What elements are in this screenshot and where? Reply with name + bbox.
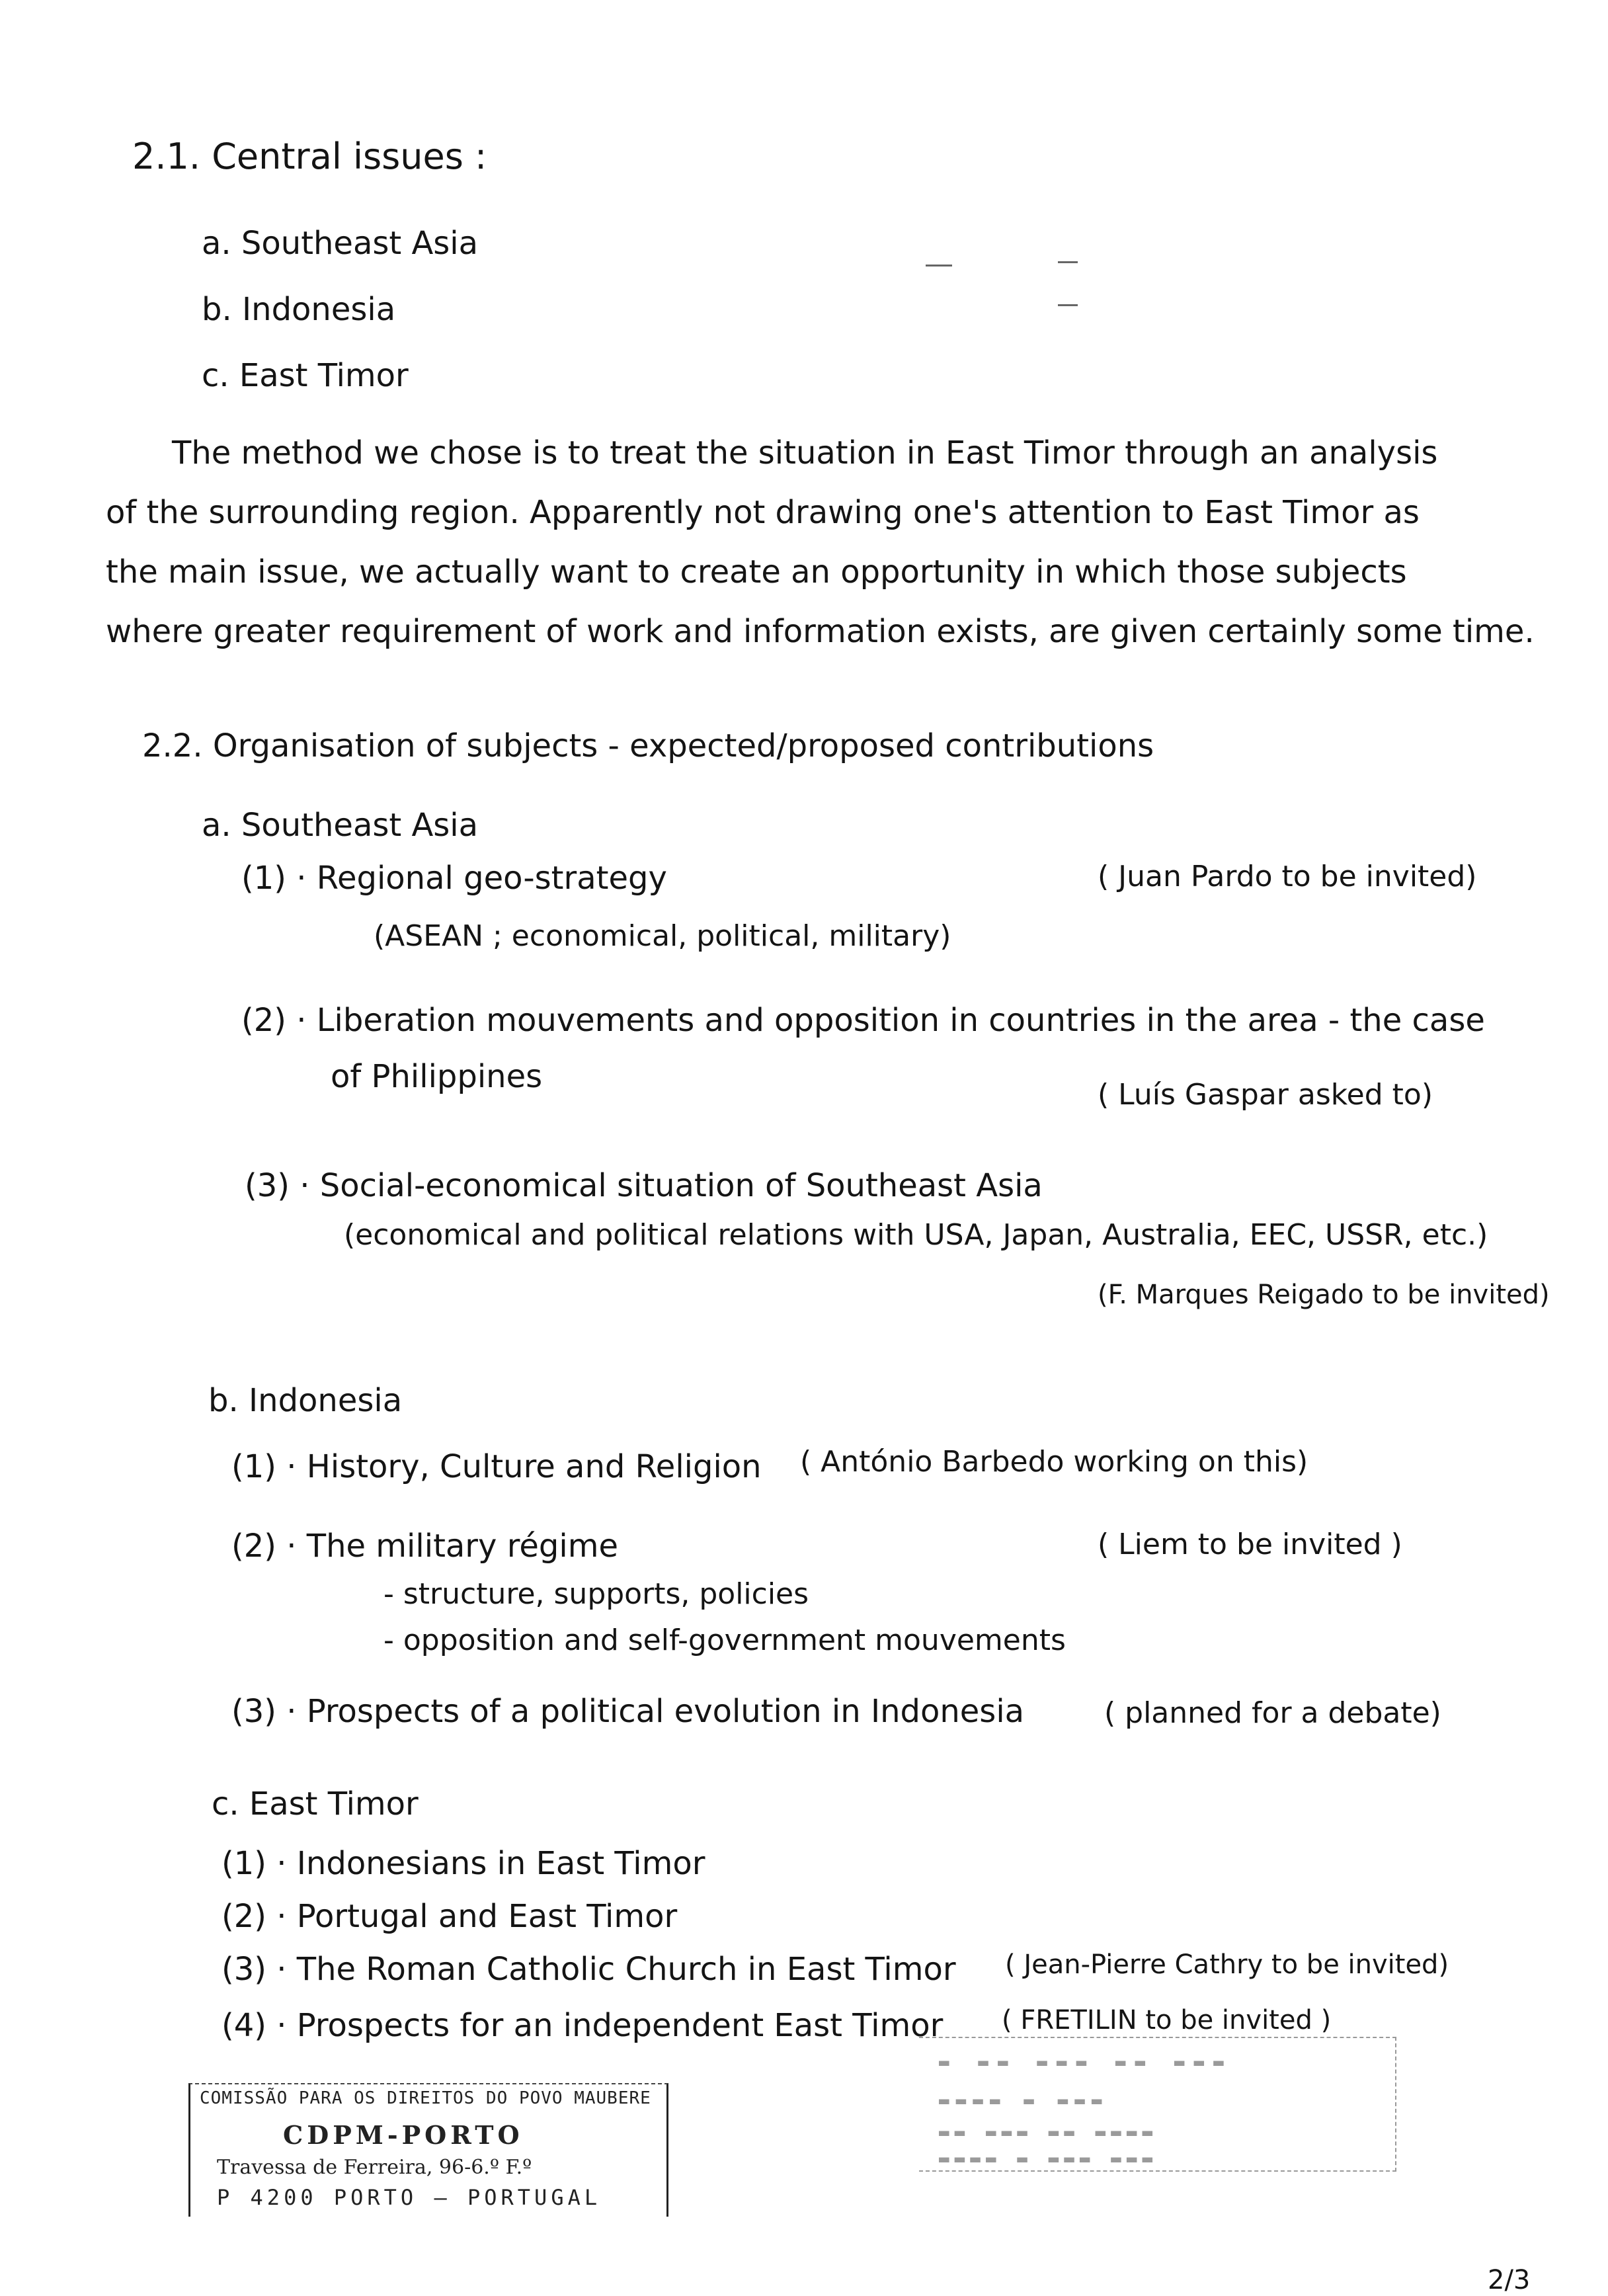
- subject-a2-label: (2) · Liberation mouvements and opposition in countries in the area - the case: [241, 1002, 1485, 1039]
- subject-c4-label: (4) · Prospects for an independent East Timor: [221, 2007, 944, 2044]
- paragraph-line: of the surrounding region. Apparently not drawing one's attention to East Timor as: [106, 494, 1420, 531]
- section-2-1-heading: 2.1. Central issues :: [132, 136, 487, 177]
- central-issue-a: a. Southeast Asia: [202, 225, 479, 262]
- subject-a3-label: (3) · Social-economical situation of Southeast Asia: [245, 1167, 1043, 1204]
- subject-b1-label: (1) · History, Culture and Religion: [231, 1448, 762, 1485]
- subject-a2-cont: of Philippines: [331, 1058, 543, 1095]
- subject-c2-label: (2) · Portugal and East Timor: [221, 1898, 678, 1935]
- section-2-2-heading: 2.2. Organisation of subjects - expected/proposed contributions: [142, 727, 1154, 764]
- stamp-line-2: CDPM-PORTO: [283, 2120, 524, 2150]
- subject-c4-note: ( FRETILIN to be invited ): [1002, 2005, 1332, 2035]
- paragraph-line: The method we chose is to treat the situation in East Timor through an analysis: [172, 434, 1438, 472]
- page-number: 2/3: [1488, 2265, 1531, 2295]
- subject-a2-note: ( Luís Gaspar asked to): [1098, 1078, 1433, 1112]
- subject-a1-note: ( Juan Pardo to be invited): [1098, 860, 1477, 893]
- subject-b3-label: (3) · Prospects of a political evolution in Indonesia: [231, 1693, 1025, 1730]
- subject-b2-sub1: - structure, supports, policies: [383, 1577, 809, 1611]
- subject-b2-label: (2) · The military régime: [231, 1528, 618, 1565]
- stamp-line-1: COMISSÃO PARA OS DIREITOS DO POVO MAUBERE: [200, 2088, 651, 2108]
- stamp-line-4: P 4200 PORTO — PORTUGAL: [217, 2185, 602, 2210]
- paragraph-line: where greater requirement of work and information exists, are given certainly some time.: [106, 613, 1535, 650]
- scan-mark: [926, 265, 952, 266]
- faded-stamp: ▬ ▬▬ ▬▬▬ ▬▬ ▬▬▬ ▬▬▬▬ ▬ ▬▬▬ ▬▬ ▬▬▬ ▬▬ ▬▬▬▬ ▬▬▬▬ ▬ ▬▬▬ ▬▬▬: [919, 2037, 1396, 2172]
- subject-b2-note: ( Liem to be invited ): [1098, 1528, 1402, 1561]
- subject-a3-note: (F. Marques Reigado to be invited): [1098, 1280, 1550, 1310]
- central-issue-c: c. East Timor: [202, 357, 409, 394]
- subject-c3-note: ( Jean-Pierre Cathry to be invited): [1005, 1949, 1449, 1980]
- subject-a3-sub: (economical and political relations with USA, Japan, Australia, EEC, USSR, etc.): [344, 1218, 1488, 1252]
- subject-c1-label: (1) · Indonesians in East Timor: [221, 1845, 705, 1882]
- subject-b2-sub2: - opposition and self-government mouvements: [383, 1623, 1066, 1657]
- subject-b3-note: ( planned for a debate): [1104, 1696, 1441, 1730]
- scan-mark: [1058, 261, 1078, 263]
- scan-mark: [1058, 304, 1078, 306]
- subject-c3-label: (3) · The Roman Catholic Church in East Timor: [221, 1951, 956, 1988]
- subject-a1-label: (1) · Regional geo-strategy: [241, 860, 667, 897]
- subsection-b-title: b. Indonesia: [208, 1382, 403, 1419]
- central-issue-b: b. Indonesia: [202, 291, 396, 328]
- cdpm-porto-stamp: [188, 2083, 668, 2217]
- subject-a1-sub: (ASEAN ; economical, political, military): [374, 919, 951, 953]
- subsection-c-title: c. East Timor: [212, 1785, 419, 1823]
- subject-b1-note: ( António Barbedo working on this): [800, 1445, 1308, 1479]
- method-paragraph: [106, 423, 1554, 661]
- subsection-a-title: a. Southeast Asia: [202, 807, 479, 844]
- stamp-line-3: Travessa de Ferreira, 96-6.º F.º: [217, 2156, 532, 2179]
- paragraph-line: the main issue, we actually want to create an opportunity in which those subjects: [106, 554, 1407, 591]
